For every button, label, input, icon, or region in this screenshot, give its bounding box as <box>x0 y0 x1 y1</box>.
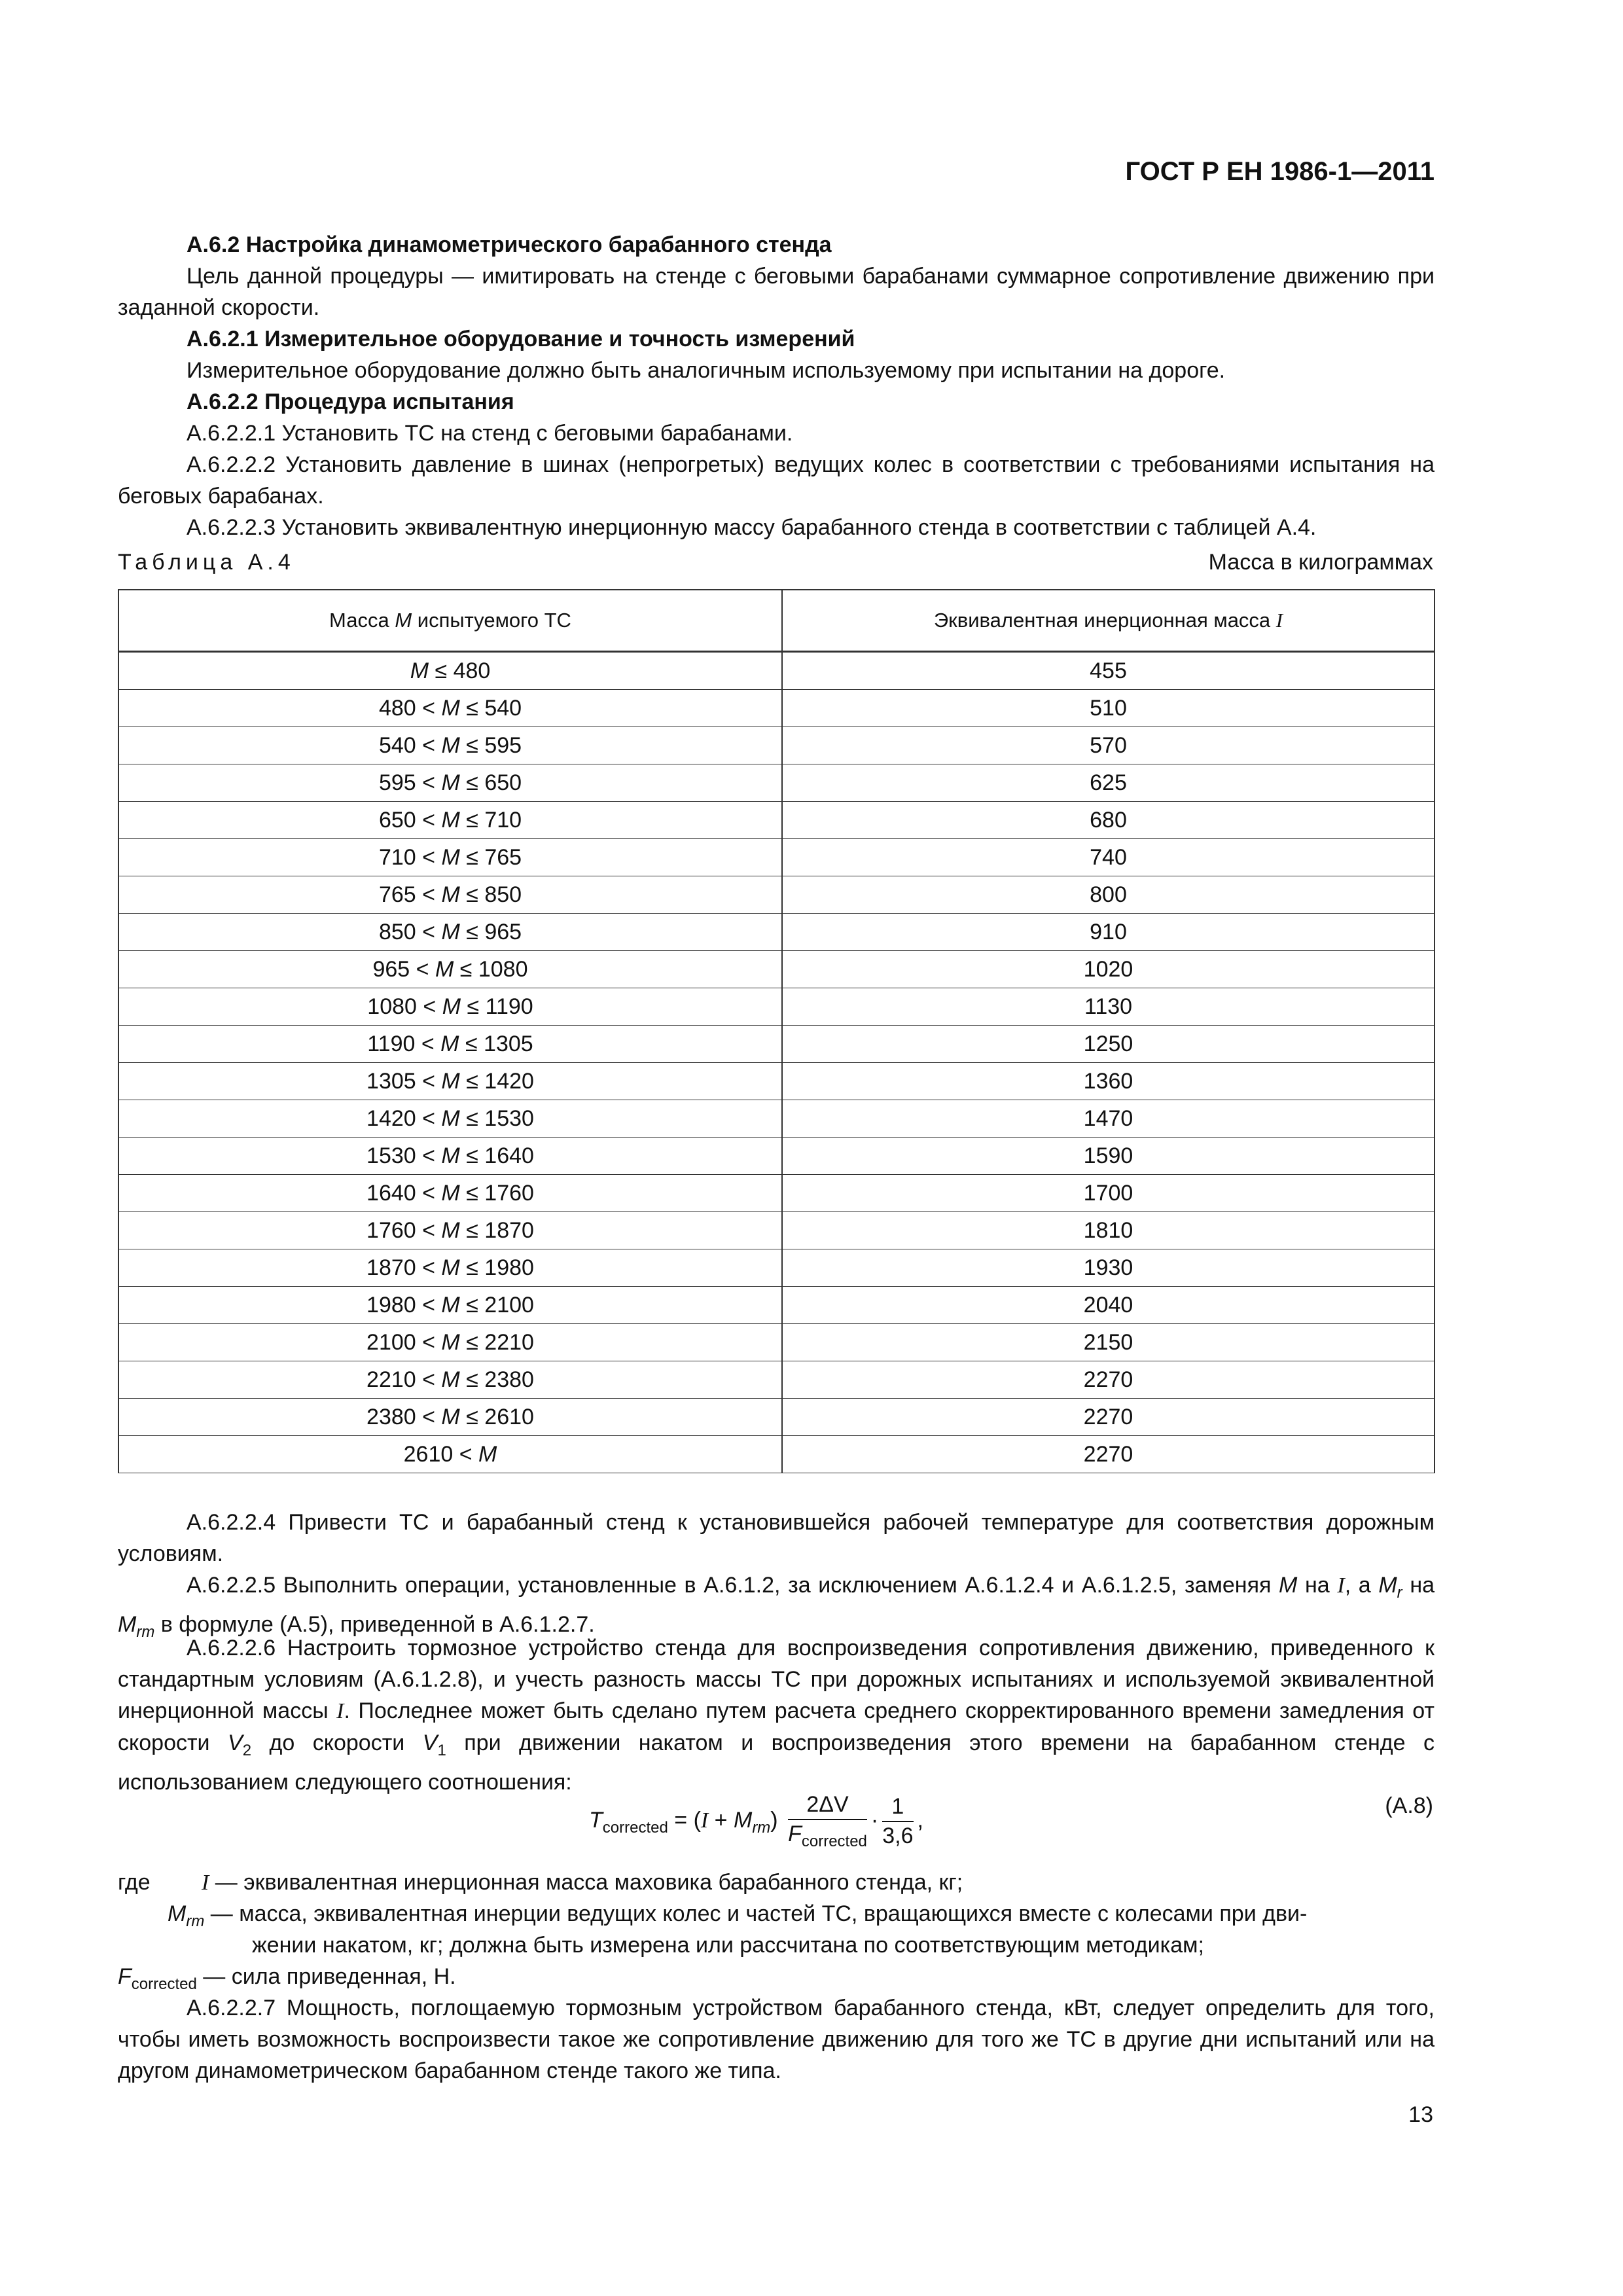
table-row <box>118 1249 1435 1287</box>
formula-m: M <box>733 1807 753 1833</box>
table-row <box>118 1175 1435 1212</box>
table-row <box>118 690 1435 727</box>
inertia-value-cell: 2270 <box>782 1436 1435 1473</box>
mass-range-cell: 2380 < M ≤ 2610 <box>118 1399 782 1436</box>
mass-range-cell: 2100 < M ≤ 2210 <box>118 1324 782 1361</box>
table-row <box>118 764 1435 802</box>
mass-range-cell: 765 < M ≤ 850 <box>118 876 782 914</box>
mass-range-cell: 2610 < M <box>118 1436 782 1473</box>
paragraph-a6221: А.6.2.2.1 Установить ТС на стенд с беговыми барабанами. <box>187 421 793 446</box>
column-header-inertia: Эквивалентная инерционная масса I <box>782 590 1435 652</box>
inertia-value-cell: 1810 <box>782 1212 1435 1249</box>
table-body <box>118 652 1435 1473</box>
inertia-value-cell: 510 <box>782 690 1435 727</box>
mass-range-cell: 1080 < M ≤ 1190 <box>118 988 782 1026</box>
table-row <box>118 1212 1435 1249</box>
table-row <box>118 1436 1435 1473</box>
mass-range-cell: 1640 < M ≤ 1760 <box>118 1175 782 1212</box>
mass-range-cell: 1760 < M ≤ 1870 <box>118 1212 782 1249</box>
table-row <box>118 1026 1435 1063</box>
formula-i: I <box>700 1808 709 1833</box>
formula-plus: + <box>708 1807 734 1833</box>
table-row <box>118 802 1435 839</box>
fraction-2-denominator: 3,6 <box>882 1823 914 1848</box>
formula-number: (А.8) <box>1385 1793 1433 1818</box>
mass-range-cell: 540 < M ≤ 595 <box>118 727 782 764</box>
mass-range-cell: 595 < M ≤ 650 <box>118 764 782 802</box>
inertia-value-cell: 910 <box>782 914 1435 951</box>
table-row <box>118 727 1435 764</box>
definition-where: где <box>118 1870 151 1895</box>
column-header-mass: Масса M испытуемого ТС <box>118 590 782 652</box>
inertia-value-cell: 625 <box>782 764 1435 802</box>
inertia-value-cell: 2270 <box>782 1361 1435 1399</box>
definition-i: I — эквивалентная инерционная масса маховика барабанного стенда, кг; <box>202 1870 963 1895</box>
formula-fraction-1 <box>788 1792 867 1851</box>
inertia-value-cell: 455 <box>782 652 1435 690</box>
formula-eq-open: = ( <box>668 1807 701 1833</box>
table-row <box>118 876 1435 914</box>
mass-range-cell: 1980 < M ≤ 2100 <box>118 1287 782 1324</box>
inertia-value-cell: 1020 <box>782 951 1435 988</box>
inertia-value-cell: 1360 <box>782 1063 1435 1100</box>
mass-range-cell: 2210 < M ≤ 2380 <box>118 1361 782 1399</box>
table-units: Масса в килограммах <box>1208 550 1433 575</box>
table-row <box>118 1361 1435 1399</box>
mass-range-cell: 1305 < M ≤ 1420 <box>118 1063 782 1100</box>
inertia-value-cell: 1250 <box>782 1026 1435 1063</box>
table-caption: Таблица А.4 <box>118 550 295 575</box>
mass-range-cell: 1870 < M ≤ 1980 <box>118 1249 782 1287</box>
formula-close: ) <box>770 1807 778 1833</box>
table-row <box>118 951 1435 988</box>
mass-range-cell: 1530 < M ≤ 1640 <box>118 1138 782 1175</box>
table-row <box>118 988 1435 1026</box>
definition-mrm: $M_{rm}$ — масса, эквивалентная инерции ведущих колес и частей ТС, вращающихся вместе с колесами при дви- <box>168 1901 1308 1930</box>
table-row <box>118 1138 1435 1175</box>
mass-range-cell: 480 < M ≤ 540 <box>118 690 782 727</box>
paragraph-a6227: А.6.2.2.7 Мощность, поглощаемую тормозным устройством барабанного стенда, кВт, следует определить для того, чтобы иметь возможность воспроизвести такое же сопротивление движению для того же ТС в другие дни испытаний или на другом динамометрическом барабанном стенде такого же типа. <box>118 1996 1435 2083</box>
mass-range-cell: 1420 < M ≤ 1530 <box>118 1100 782 1138</box>
formula-dot: · <box>870 1807 879 1833</box>
inertia-value-cell: 800 <box>782 876 1435 914</box>
mass-range-cell: M ≤ 480 <box>118 652 782 690</box>
inertia-value-cell: 1930 <box>782 1249 1435 1287</box>
paragraph-a6225: А.6.2.2.5 Выполнить операции, установленные в А.6.1.2, за исключением А.6.1.2.4 и А.6.1.2.5, заменяя M на I, а $M_r$ на $M_{rm}$ в формуле (А.5), приведенной в А.6.1.2.7. <box>118 1573 1435 1641</box>
inertia-table <box>118 589 1435 1473</box>
paragraph-a6226: А.6.2.2.6 Настроить тормозное устройство стенда для воспроизведения сопротивления движению, приведенного к стандартным условиям (А.6.1.2.8), и учесть разность массы ТС при дорожных испытаниях и используемой эквивалентной инерционной массы I. Последнее может быть сделано путем расчета среднего скорректированного времени замедления от скорости $V_2$ до скорости $V_1$ при движении накатом и воспроизведения этого времени на барабанном стенде с использованием следующего соотношения: <box>118 1636 1435 1795</box>
section-a621-text: Измерительное оборудование должно быть аналогичным используемому при испытании на дороге. <box>187 358 1226 383</box>
formula-fraction-2 <box>882 1794 913 1849</box>
paragraph-a6224: А.6.2.2.4 Привести ТС и барабанный стенд к установившейся рабочей температуре для соответствия дорожным условиям. <box>118 1510 1435 1566</box>
page-number: 13 <box>1408 2102 1433 2127</box>
table-row <box>118 1100 1435 1138</box>
document-id: ГОСТ Р ЕН 1986-1—2011 <box>1125 157 1435 186</box>
section-a62-text: Цель данной процедуры — имитировать на стенде с беговыми барабанами суммарное сопротивление движению при заданной скорости. <box>118 264 1435 320</box>
mass-range-cell: 1190 < M ≤ 1305 <box>118 1026 782 1063</box>
table-row <box>118 1324 1435 1361</box>
inertia-value-cell: 570 <box>782 727 1435 764</box>
inertia-value-cell: 2040 <box>782 1287 1435 1324</box>
formula-t: T <box>589 1807 603 1833</box>
table-row <box>118 914 1435 951</box>
mass-range-cell: 650 < M ≤ 710 <box>118 802 782 839</box>
formula-comma: , <box>917 1807 923 1833</box>
inertia-value-cell: 740 <box>782 839 1435 876</box>
inertia-value-cell: 680 <box>782 802 1435 839</box>
paragraph-a6222: А.6.2.2.2 Установить давление в шинах (непрогретых) ведущих колес в соответствии с требованиями испытания на беговых барабанах. <box>118 452 1435 509</box>
table-header-row <box>118 590 1435 652</box>
inertia-value-cell: 1470 <box>782 1100 1435 1138</box>
section-a62-title: А.6.2 Настройка динамометрического барабанного стенда <box>187 232 832 257</box>
inertia-value-cell: 2150 <box>782 1324 1435 1361</box>
fraction-1-denominator: $F_{corrected}$ <box>788 1821 867 1850</box>
fraction-1-numerator: 2ΔV <box>788 1792 867 1820</box>
fraction-2-numerator: 1 <box>882 1794 913 1822</box>
formula-m-sub: rm <box>752 1818 771 1837</box>
mass-range-cell: 710 < M ≤ 765 <box>118 839 782 876</box>
section-a622-title: А.6.2.2 Процедура испытания <box>187 389 514 414</box>
inertia-value-cell: 1590 <box>782 1138 1435 1175</box>
table-row <box>118 652 1435 690</box>
inertia-value-cell: 2270 <box>782 1399 1435 1436</box>
inertia-value-cell: 1700 <box>782 1175 1435 1212</box>
definition-mrm-cont: жении накатом, кг; должна быть измерена или рассчитана по соответствующим методикам; <box>252 1933 1204 1958</box>
definition-f: $F_{corrected}$ — сила приведенная, Н. <box>118 1964 456 1993</box>
table-row <box>118 839 1435 876</box>
mass-range-cell: 965 < M ≤ 1080 <box>118 951 782 988</box>
inertia-value-cell: 1130 <box>782 988 1435 1026</box>
table-row <box>118 1063 1435 1100</box>
table-row <box>118 1399 1435 1436</box>
section-a621-title: А.6.2.1 Измерительное оборудование и точность измерений <box>187 327 855 351</box>
paragraph-a6223: А.6.2.2.3 Установить эквивалентную инерционную массу барабанного стенда в соответствии с таблицей А.4. <box>187 515 1317 540</box>
mass-range-cell: 850 < M ≤ 965 <box>118 914 782 951</box>
formula-a8 <box>589 1792 923 1851</box>
formula-t-sub: corrected <box>602 1818 668 1837</box>
table-row <box>118 1287 1435 1324</box>
